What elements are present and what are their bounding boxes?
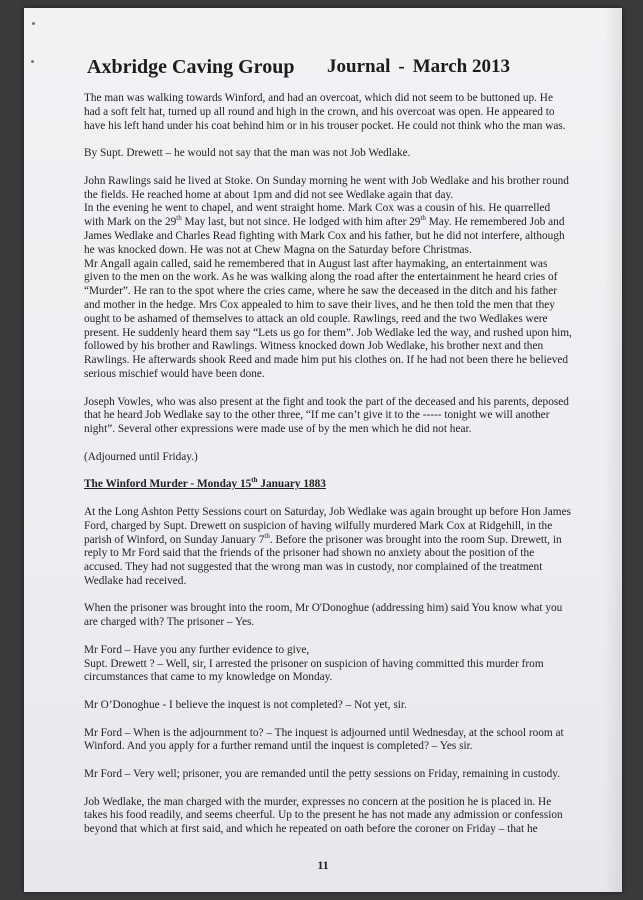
issue-date: March 2013 <box>412 56 510 77</box>
paragraph-text: Mr Ford – Very well; prisoner, you are remanded until the petty sessions on Friday, remaining in custody. <box>84 768 561 781</box>
paragraph-text: Mr O’Donoghue - I believe the inquest is not completed? – Not yet, sir. <box>84 699 407 712</box>
article-paragraph <box>84 796 572 837</box>
page-number: 11 <box>317 858 329 872</box>
page-header <box>87 56 527 79</box>
article-paragraph <box>84 396 572 437</box>
paragraph-text: Mr Angall again called, said he remembered that in August last after haymaking, an entertainment was given to the men on the work. As he was walking along the road after the entertainment he heard cries of “Murder”. He ran to the spot where the cries came, where he saw the deceased in the ditch and his father and mother in the hedge. Mrs Cox appealed to him to save their lives, and he then told the men that they ought to be ashamed of themselves to attack an old couple. Rawlings, reed and the two Wedlakes were present. He suddenly heard them say “Lets us go for them”. Job Wedlake led the way, and rushed upon him, followed by his brother and Rawlings. Witness knocked down Job Wedlake, his brother next and then Rawlings. He afterwards shook Reed and made him put his clothes on. If he had not been there he believed serious mischief would have been done. <box>84 257 572 380</box>
article-paragraph <box>84 92 572 133</box>
article-paragraph <box>84 451 572 465</box>
article-paragraph <box>84 147 572 161</box>
paragraph-text: (Adjourned until Friday.) <box>84 450 198 463</box>
paragraph-text: The man was walking towards Winford, and had an overcoat, which did not seem to be buttoned up. He had a soft felt hat, turned up all round and high in the crown, and his overcoat was open. He appeared to have his left hand under his coat behind him or in his trouser pocket. He could not think who the man was. <box>84 92 566 132</box>
page-edge-shadow <box>604 8 622 892</box>
paragraph-text: In the evening he went to chapel, and went straight home. Mark Cox was a cousin of his. He quarrelled with Mark on the 29th May last, but not since. He lodged with him after 29th May. He remembered Job and James Wedlake and Charles Read fighting with Mark Cox and his father, but he did not interfere, although he was knocked down. He was not at Chew Magna on the Saturday before Christmas. <box>84 202 565 256</box>
paragraph-text: At the Long Ashton Petty Sessions court on Saturday, Job Wedlake was again brought up before Hon James Ford, charged by Supt. Drewett on suspicion of having wilfully murdered Mark Cox at Ridgehill, in the parish of Winford, on Sunday January 7th. Before the prisoner was brought into the room Sup. Drewett, in reply to Mr Ford said that the friends of the prisoner had shown no anxiety about the position of the accused. They had not suggested that the wrong man was in custody, nor complained of the treatment Wedlake had received. <box>84 505 571 587</box>
binder-hole-mark <box>32 22 35 25</box>
article-paragraph <box>84 768 572 782</box>
journal-issue-line <box>327 56 510 78</box>
article-paragraph <box>84 644 572 685</box>
paragraph-text: Supt. Drewett ? – Well, sir, I arrested the prisoner on suspicion of having committed this murder from circumstances that came to my knowledge on Monday. <box>84 657 544 684</box>
paragraph-text: When the prisoner was brought into the room, Mr O'Donoghue (addressing him) said You know what you are charged with? The prisoner – Yes. <box>84 602 563 629</box>
article-paragraph <box>84 727 572 755</box>
group-name: Axbridge Caving Group <box>87 56 295 78</box>
paragraph-text: By Supt. Drewett – he would not say that the man was not Job Wedlake. <box>84 147 411 160</box>
article-body <box>84 92 572 851</box>
article-paragraph <box>84 506 572 589</box>
paragraph-text: John Rawlings said he lived at Stoke. On Sunday morning he went with Job Wedlake and his brother round the fields. He reached home at about 1pm and did not see Wedlake again that day. <box>84 174 569 201</box>
paragraph-text: Job Wedlake, the man charged with the murder, expresses no concern at the position he is placed in. He takes his food readily, and seems cheerful. Up to the present he has not made any admission or confession beyond that which at first said, and which he repeated on oath before the coroner on Friday – that he <box>84 795 563 836</box>
paragraph-text: Mr Ford – Have you any further evidence to give, <box>84 643 310 656</box>
binder-hole-mark <box>31 60 34 63</box>
header-separator: - <box>398 56 405 77</box>
article-paragraph <box>84 602 572 630</box>
section-heading: The Winford Murder - Monday 15th January 1883 <box>84 476 326 491</box>
journal-label: Journal <box>327 56 391 77</box>
paragraph-text: Mr Ford – When is the adjournment to? – The inquest is adjourned until Wednesday, at the school room at Winford. And you apply for a further remand until the inquest is completed? – Yes sir. <box>84 726 564 753</box>
article-paragraph <box>84 699 572 713</box>
journal-page <box>24 8 622 892</box>
paragraph-text: Joseph Vowles, who was also present at the fight and took the part of the deceased and his parents, deposed that he heard Job Wedlake say to the other three, “If me can’t give it to the ----- tonight we will another night”. Several other expressions were made use of by the men which he did not hear. <box>84 395 569 436</box>
article-paragraph <box>84 175 572 382</box>
